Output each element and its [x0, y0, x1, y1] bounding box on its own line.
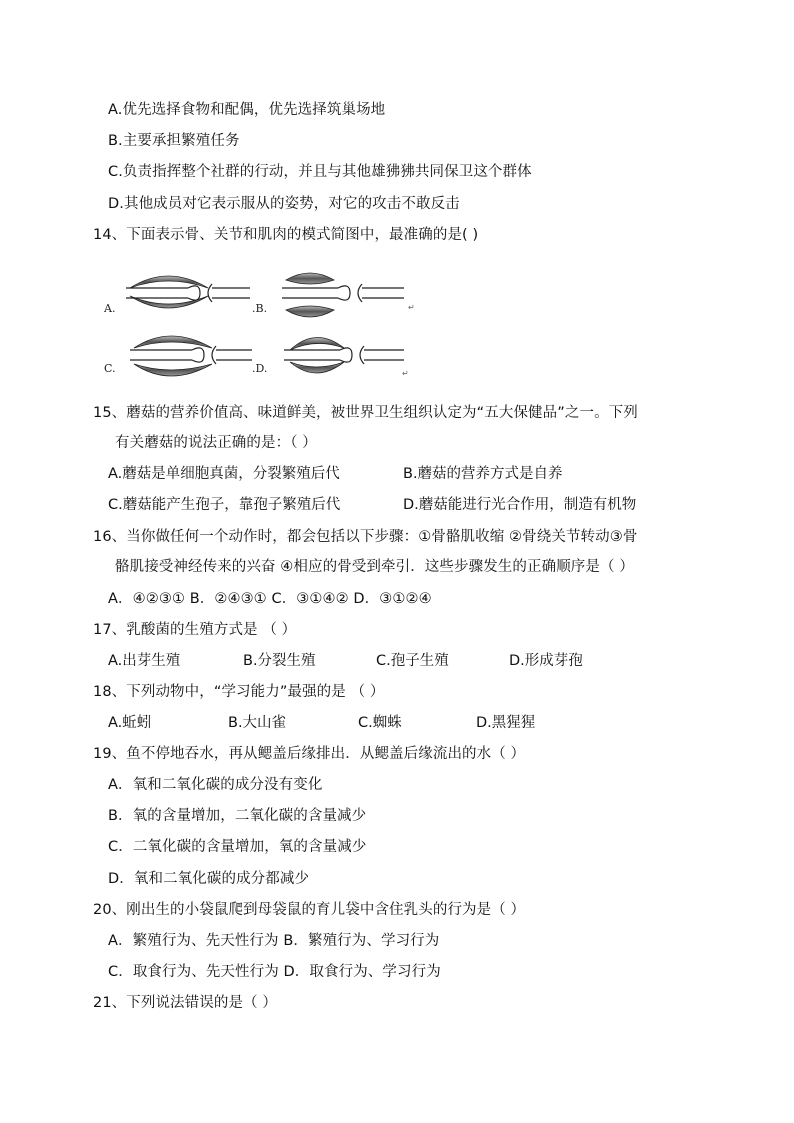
q13-option-d: D.其他成员对它表示服从的姿势，对它的攻击不敢反击	[108, 196, 460, 212]
q20-options-ab: A．繁殖行为、先天性行为 B．繁殖行为、学习行为	[108, 933, 440, 949]
figure-a-label: A.	[104, 302, 116, 315]
figure-c-label: C.	[104, 362, 116, 375]
q15-stem-line1: 15、蘑菇的营养价值高、味道鲜美，被世界卫生组织认定为“五大保健品”之一。下列	[93, 405, 638, 421]
svg-text:↵: ↵	[408, 303, 415, 312]
q21-stem: 21、下列说法错误的是（ ）	[93, 995, 277, 1011]
figure-b-label: .B.	[252, 302, 268, 315]
q16-stem-line1: 16、当你做任何一个动作时，都会包括以下步骤：①骨骼肌收缩 ②骨绕关节转动③骨	[93, 529, 638, 545]
q17-option-b: B.分裂生殖	[243, 653, 316, 669]
q20-stem: 20、刚出生的小袋鼠爬到母袋鼠的育儿袋中含住乳头的行为是（ ）	[93, 902, 526, 918]
figure-b	[252, 273, 415, 317]
q20-options-cd: C．取食行为、先天性行为 D．取食行为、学习行为	[108, 964, 441, 980]
q19-option-c: C．二氧化碳的含量增加，氧的含量减少	[108, 839, 367, 855]
q13-option-c: C.负责指挥整个社群的行动，并且与其他雄狒狒共同保卫这个群体	[108, 164, 532, 180]
q15-option-a: A.蘑菇是单细胞真菌，分裂繁殖后代	[108, 466, 340, 482]
q15-option-d: D.蘑菇能进行光合作用，制造有机物	[403, 497, 637, 513]
q18-stem: 18、下列动物中，“学习能力”最强的是 （ ）	[93, 684, 385, 700]
q17-option-a: A.出芽生殖	[108, 653, 181, 669]
q17-option-d: D.形成芽孢	[509, 653, 583, 669]
bone-joint-muscle-diagram	[100, 266, 430, 384]
q18-option-c: C.蜘蛛	[358, 715, 402, 731]
q19-option-d: D．氧和二氧化碳的成分都减少	[108, 871, 310, 887]
figure-d	[252, 337, 409, 378]
figure-d-label: .D.	[252, 362, 268, 375]
q17-stem: 17、乳酸菌的生殖方式是 （ ）	[93, 622, 297, 638]
q13-option-b: B.主要承担繁殖任务	[108, 133, 240, 149]
q18-option-d: D.黑猩猩	[476, 715, 536, 731]
q17-option-c: C.孢子生殖	[376, 653, 449, 669]
q15-option-c: C.蘑菇能产生孢子，靠孢子繁殖后代	[108, 497, 341, 513]
q18-option-b: B.大山雀	[228, 715, 287, 731]
q15-stem-line2: 有关蘑菇的说法正确的是：（ ）	[115, 435, 317, 451]
q13-option-a: A.优先选择食物和配偶，优先选择筑巢场地	[108, 102, 386, 118]
svg-text:↵: ↵	[402, 369, 409, 378]
q19-option-a: A．氧和二氧化碳的成分没有变化	[108, 777, 323, 793]
figure-c	[104, 336, 252, 376]
q19-stem: 19、鱼不停地吞水，再从鳃盖后缘排出．从鳃盖后缘流出的水（ ）	[93, 746, 526, 762]
q16-stem-line2: 骼肌接受神经传来的兴奋 ④相应的骨受到牵引．这些步骤发生的正确顺序是（ ）	[115, 559, 634, 575]
q15-option-b: B.蘑菇的营养方式是自养	[403, 466, 563, 482]
q19-option-b: B．氧的含量增加，二氧化碳的含量减少	[108, 808, 367, 824]
figure-a	[103, 276, 250, 315]
q18-option-a: A.蚯蚓	[108, 715, 152, 731]
q16-options: A．④②③① B．②④③① C．③①④② D．③①②④	[108, 591, 432, 607]
q14-stem: 14、下面表示骨、关节和肌肉的模式简图中，最准确的是( )	[93, 227, 479, 243]
